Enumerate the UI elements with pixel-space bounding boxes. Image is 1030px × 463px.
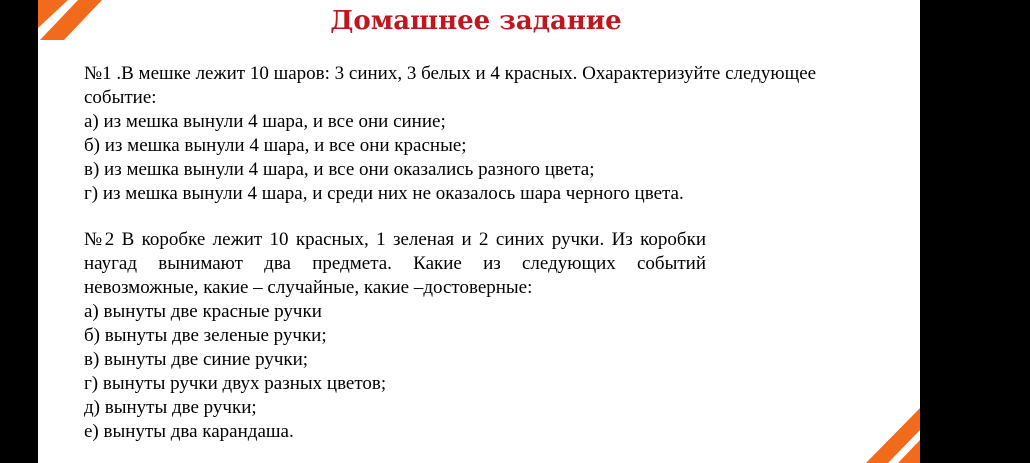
- task-2-option-b: б) вынуты две зеленые ручки;: [84, 325, 327, 346]
- task-2-option-e: д) вынуты две ручки;: [84, 397, 257, 418]
- task-2-option-d: г) вынуты ручки двух разных цветов;: [84, 373, 387, 394]
- task-1: [84, 62, 879, 206]
- task-1-stem: №1 .В мешке лежит 10 шаров: 3 синих, 3 белых и 4 красных. Охарактеризуйте следующее событие:: [84, 63, 817, 108]
- task-2-option-f: е) вынуты два карандаша.: [84, 421, 294, 442]
- task-1-option-d: г) из мешка вынули 4 шара, и среди них не оказалось шара черного цвета.: [84, 183, 684, 204]
- task-2-option-c: в) вынуты две синие ручки;: [84, 349, 309, 370]
- task-2: [84, 228, 706, 444]
- task-1-option-a: а) из мешка вынули 4 шара, и все они синие;: [84, 111, 446, 132]
- task-1-option-c: в) из мешка вынули 4 шара, и все они оказались разного цвета;: [84, 159, 595, 180]
- task-2-stem: №2 В коробке лежит 10 красных, 1 зеленая и 2 синих ручки. Из коробки наугад вынимают два предмета. Какие из следующих событий невозможные, какие – случайные, какие –достоверные:: [84, 229, 706, 298]
- corner-decoration-bottom-right: [840, 400, 920, 463]
- task-2-option-a: а) вынуты две красные ручки: [84, 301, 322, 322]
- page-title: Домашнее задание: [330, 6, 622, 36]
- task-1-option-b: б) из мешка вынули 4 шара, и все они красные;: [84, 135, 467, 156]
